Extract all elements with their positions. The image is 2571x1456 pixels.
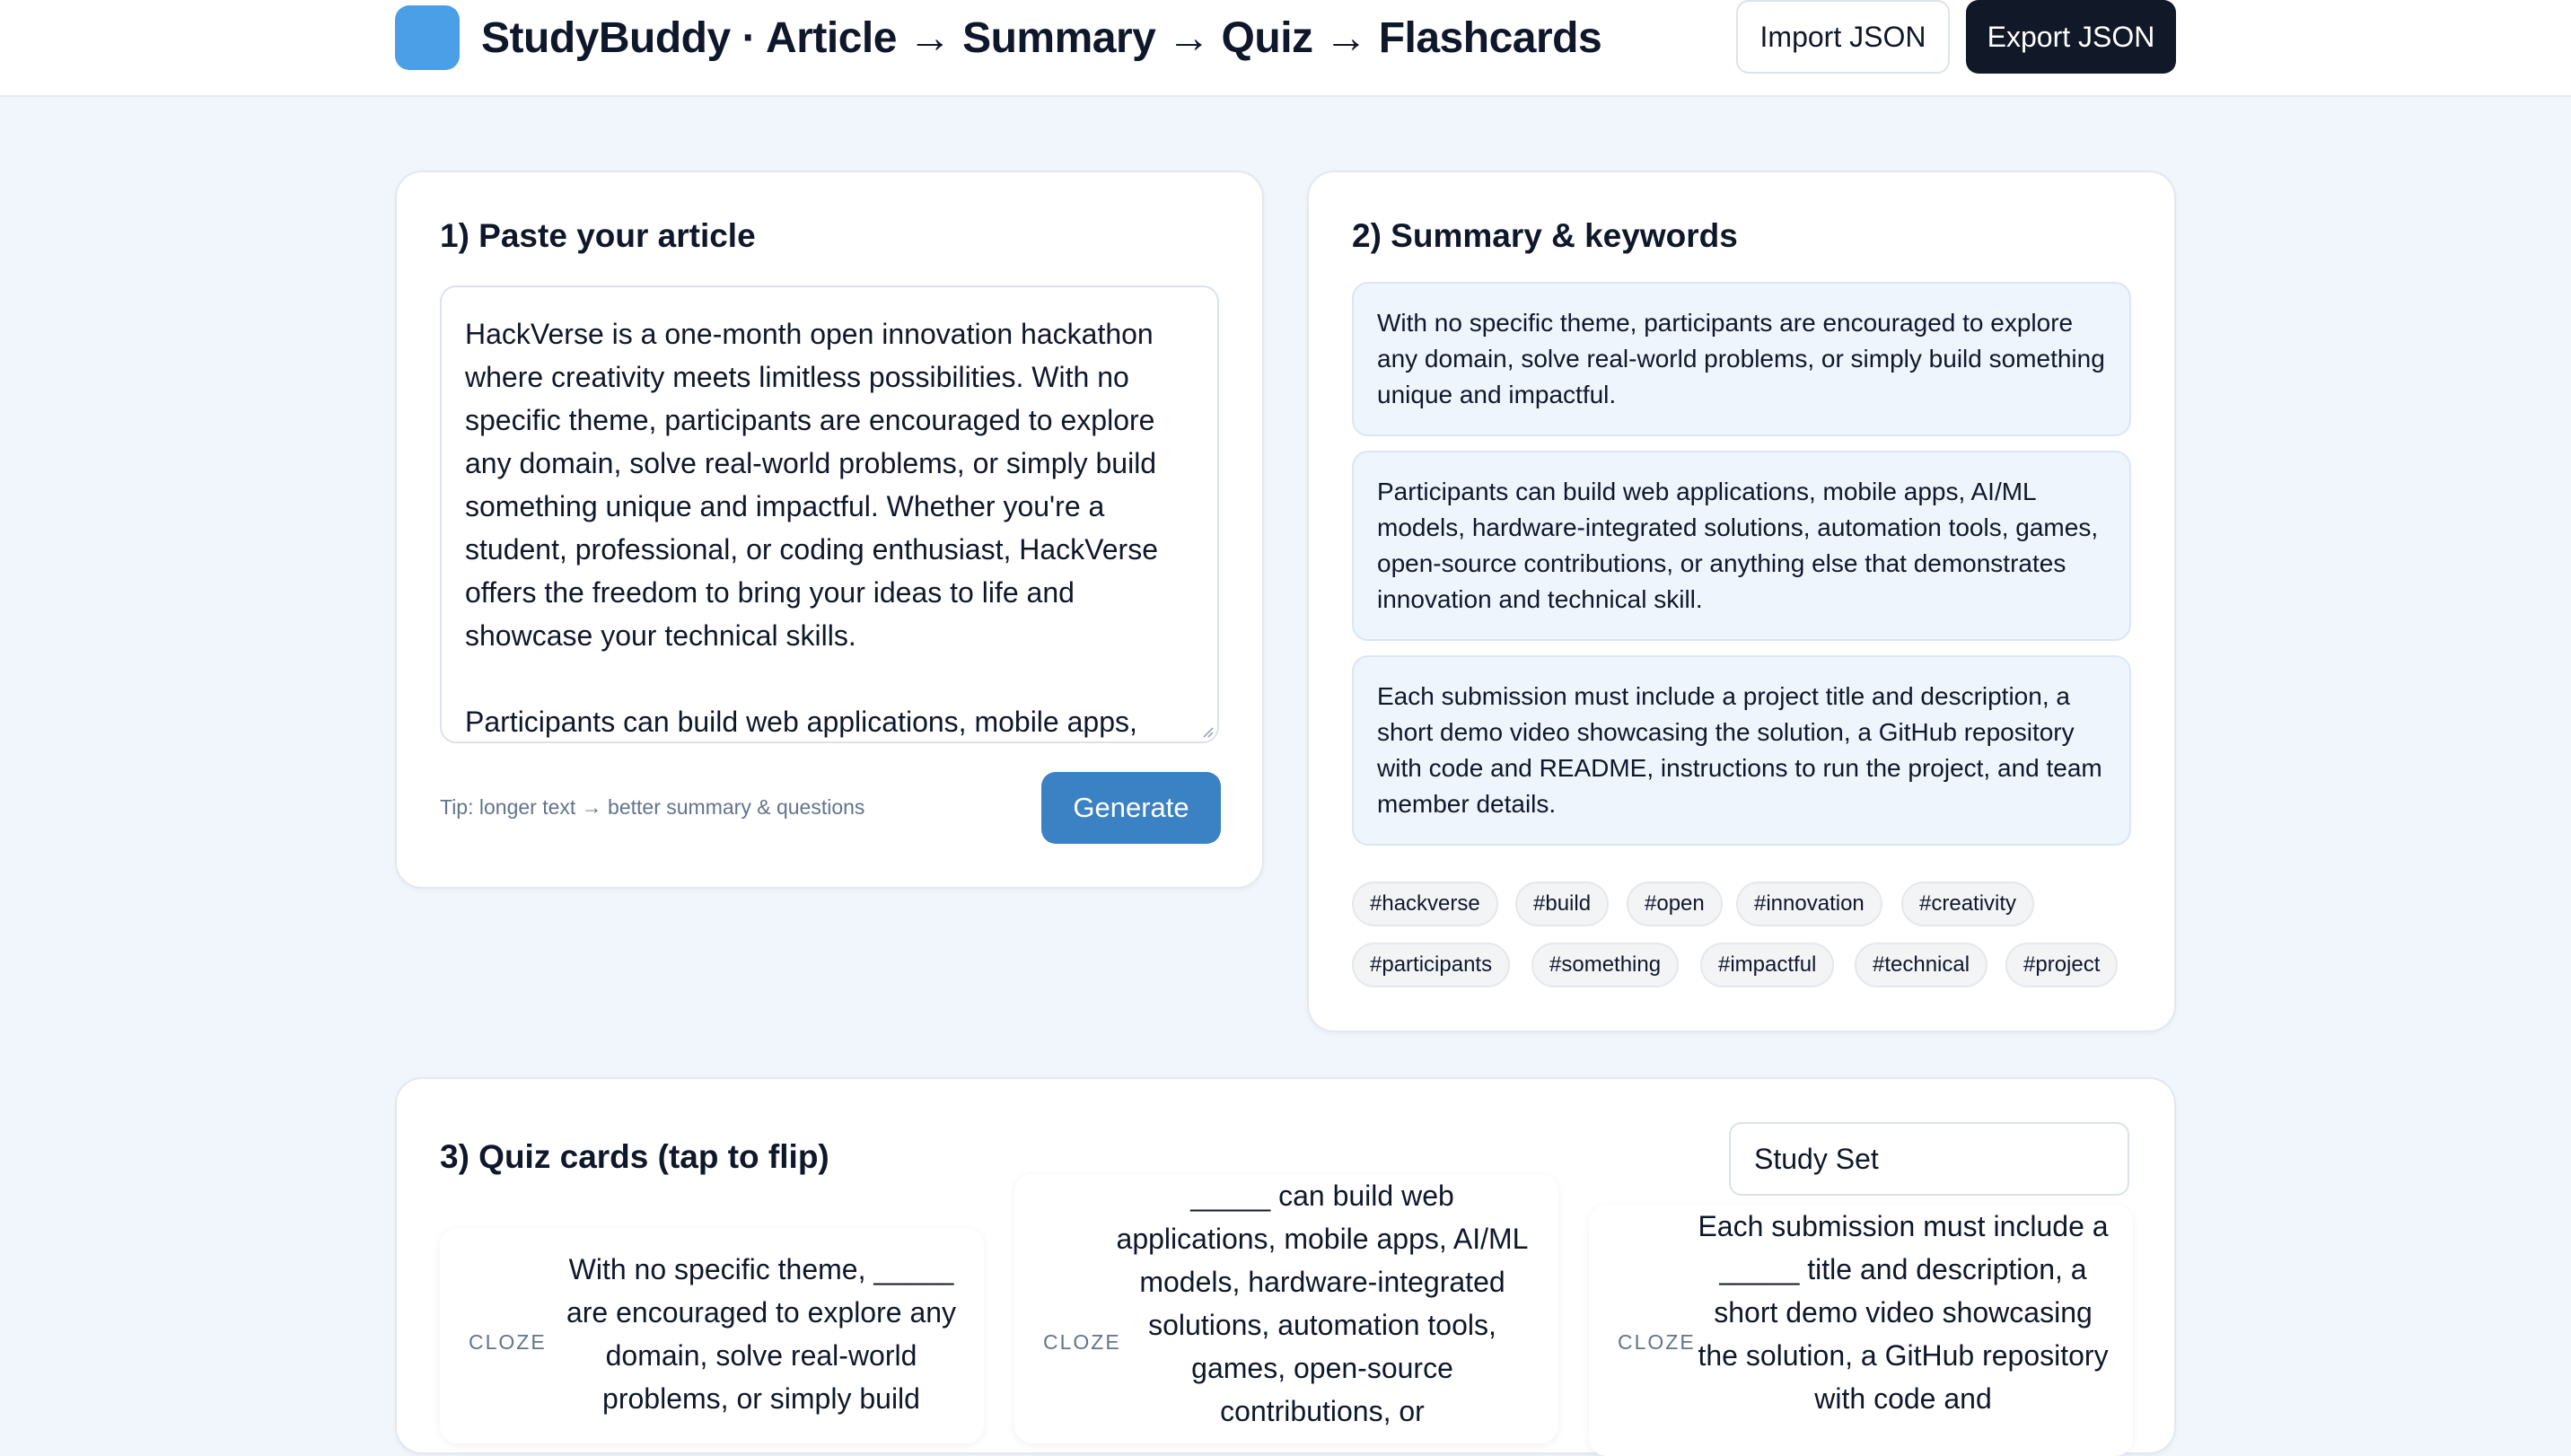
app-logo bbox=[395, 5, 460, 70]
app-title: StudyBuddy · Article → Summary → Quiz → Flashcards bbox=[481, 14, 1602, 62]
import-json-button[interactable]: Import JSON bbox=[1736, 0, 1950, 74]
card-type-label: CLOZE bbox=[1043, 1330, 1121, 1354]
keyword-tag: #technical bbox=[1855, 943, 1987, 987]
card-question: With no specific theme, _____ are encouraged to explore any domain, solve real-world problems, or simply build bbox=[566, 1253, 957, 1415]
export-json-button[interactable]: Export JSON bbox=[1966, 0, 2176, 74]
tip-text: Tip: longer text → better summary & questions bbox=[440, 795, 865, 819]
article-paragraph: HackVerse is a one-month open innovation hackathon where creativity meets limitless possibilities. With no specific theme, participants are encouraged to explore any domain, solve real-world problems, or simply build something unique and impactful. Whether you're a student, professional, or coding enthusiast, HackVerse offers the freedom to bring your ideas to life and showcase your technical skills. bbox=[465, 318, 1158, 652]
quiz-card[interactable] bbox=[440, 1228, 984, 1443]
keyword-tag: #creativity bbox=[1901, 881, 2034, 926]
card-question: Each submission must include a _____ title and description, a short demo video showcasing the solution, a GitHub repository with code and bbox=[1698, 1210, 2109, 1415]
summary-sentence: Each submission must include a project title and description, a short demo video showcasing the solution, a GitHub repository with code and README, instructions to run the project, and team member details. bbox=[1352, 655, 2131, 846]
card-question: _____ can build web applications, mobile apps, AI/ML models, hardware-integrated solutions, automation tools, games, open-source contributions, or bbox=[1116, 1180, 1529, 1427]
article-panel bbox=[395, 171, 1264, 889]
keyword-tag: #innovation bbox=[1736, 881, 1882, 926]
summary-sentence: With no specific theme, participants are encouraged to explore any domain, solve real-world problems, or simply build something unique and impactful. bbox=[1352, 282, 2131, 436]
quiz-panel-title: 3) Quiz cards (tap to flip) bbox=[440, 1138, 829, 1175]
keyword-tag: #open bbox=[1627, 881, 1723, 926]
summary-panel bbox=[1307, 171, 2176, 1032]
keyword-tag: #impactful bbox=[1700, 943, 1834, 987]
card-type-label: CLOZE bbox=[469, 1330, 547, 1354]
quiz-panel bbox=[395, 1077, 2176, 1454]
summary-panel-title: 2) Summary & keywords bbox=[1352, 217, 1738, 254]
quiz-card[interactable] bbox=[1589, 1205, 2133, 1456]
keyword-tag: #something bbox=[1531, 943, 1679, 987]
keyword-tag: #project bbox=[2005, 943, 2118, 987]
resize-handle-icon[interactable] bbox=[1199, 724, 1214, 738]
keyword-tag: #hackverse bbox=[1352, 881, 1498, 926]
generate-button[interactable]: Generate bbox=[1041, 772, 1221, 844]
article-paragraph: Participants can build web applications, mobile apps, bbox=[465, 706, 1137, 738]
card-type-label: CLOZE bbox=[1618, 1330, 1696, 1354]
summary-sentence: Participants can build web applications, mobile apps, AI/ML models, hardware-integrated solutions, automation tools, games, open-source contributions, or anything else that demonstrates innovation and technical skill. bbox=[1352, 451, 2131, 641]
keyword-tag: #build bbox=[1515, 881, 1609, 926]
quiz-card[interactable] bbox=[1014, 1174, 1558, 1443]
top-bar bbox=[0, 0, 2571, 97]
article-textarea[interactable] bbox=[440, 285, 1219, 743]
article-panel-title: 1) Paste your article bbox=[440, 217, 756, 254]
keyword-tag: #participants bbox=[1352, 943, 1510, 987]
study-set-input[interactable]: Study Set bbox=[1729, 1122, 2129, 1196]
